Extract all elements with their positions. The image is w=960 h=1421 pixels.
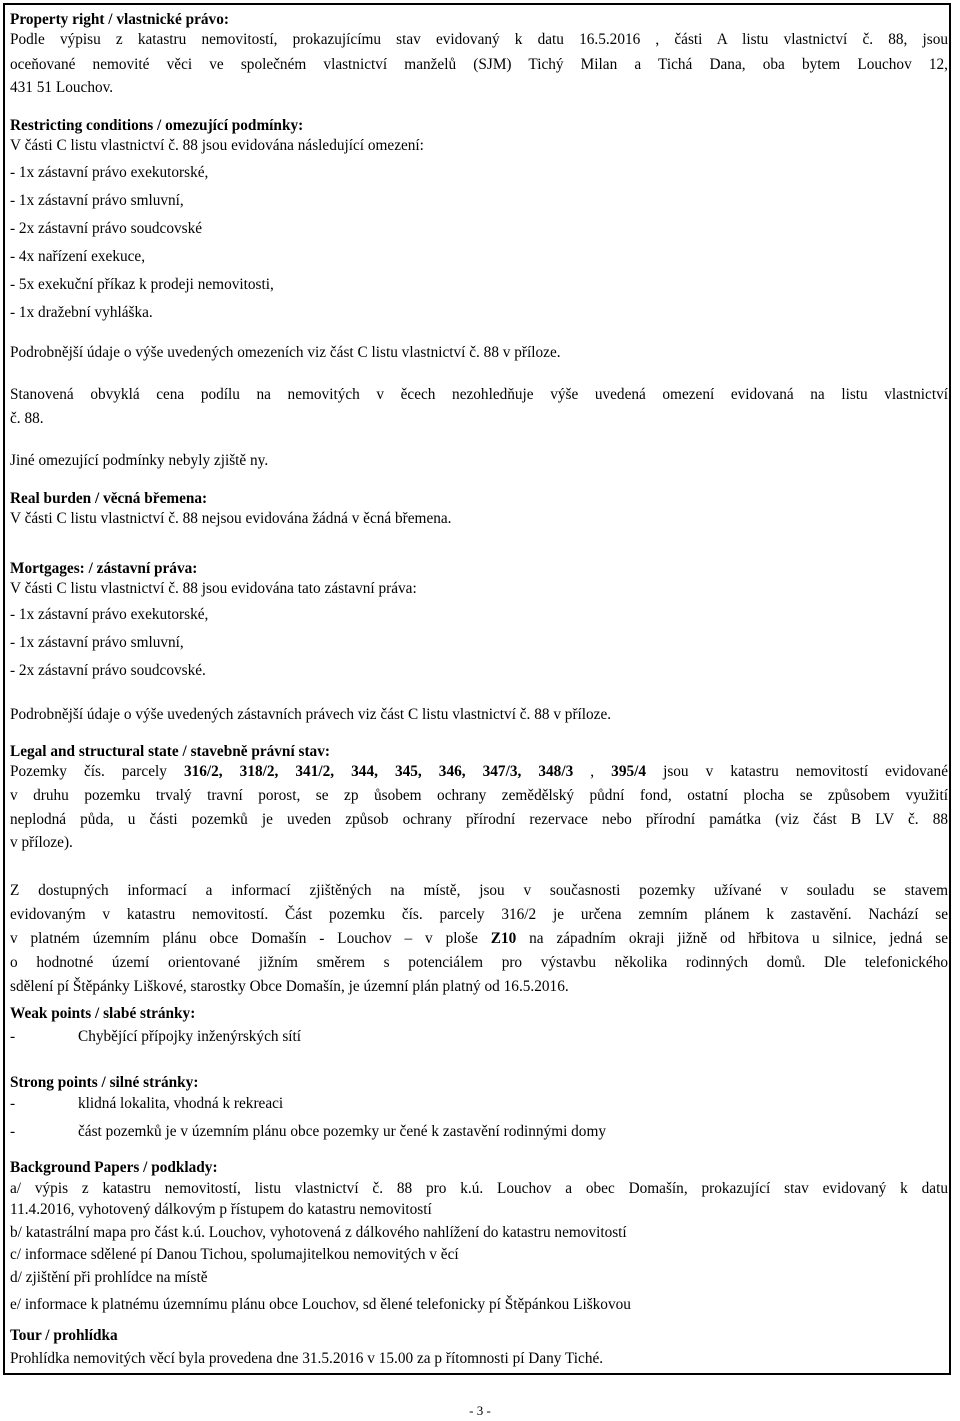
restricting-price-line: Stanovená obvyklá cena podílu na nemovitých v ěcech nezohledňuje výše uvedená omezení evidovaná na listu vlastnictví bbox=[10, 386, 948, 403]
property-line: 431 51 Louchov. bbox=[10, 79, 114, 96]
mortgages-item: - 1x zástavní právo exekutorské, bbox=[10, 606, 209, 623]
strong-item: klidná lokalita, vhodná k rekreaci bbox=[78, 1095, 284, 1112]
legal-zoning-line bbox=[10, 930, 948, 949]
legal-parcels-line bbox=[10, 763, 948, 782]
tour-text: Prohlídka nemovitých věcí byla provedena dne 31.5.2016 v 15.00 za p řítomnosti pí Dany Tiché. bbox=[10, 1350, 604, 1367]
legal-parcels-lead: Pozemky čís. parcely bbox=[10, 763, 184, 780]
bullet-dash-icon: - bbox=[10, 1095, 16, 1112]
weak-item: Chybějící přípojky inženýrských sítí bbox=[78, 1028, 302, 1045]
background-line: e/ informace k platnému územnímu plánu obce Louchov, sd ělené telefonicky pí Štěpánkou Liškovou bbox=[10, 1296, 631, 1313]
restricting-item: - 1x dražební vyhláška. bbox=[10, 304, 153, 321]
page-number: - 3 - bbox=[469, 1403, 491, 1418]
tour-heading: Tour / prohlídka bbox=[10, 1327, 118, 1344]
legal-parcel-number-last: 395/4 bbox=[611, 763, 647, 780]
property-heading: Property right / vlastnické právo: bbox=[10, 11, 229, 28]
property-line: Podle výpisu z katastru nemovitostí, prokazujícímu stav evidovaný k datu 16.5.2016 , části A listu vlastnictví č. 88, jsou bbox=[10, 31, 948, 48]
restricting-item: - 1x zástavní právo smluvní, bbox=[10, 192, 184, 209]
restricting-item: - 5x exekuční příkaz k prodeji nemovitosti, bbox=[10, 276, 274, 293]
background-line: b/ katastrální mapa pro část k.ú. Louchov, vyhotovená z dálkového nahlížení do katastru nemovitostí bbox=[10, 1224, 627, 1241]
legal-usage-line: Z dostupných informací a informací zjištěných na místě, jsou v současnosti pozemky užívané v souladu se stavem bbox=[10, 882, 948, 899]
legal-line: v druhu pozemku trvalý travní porost, se zp ůsobem ochrany zemědělský půdní fond, ostatní plocha se způsobem využití bbox=[10, 787, 948, 804]
legal-usage-line: evidovaným v katastru nemovitostí. Část pozemku čís. parcely 316/2 je určena zemním plánem k zastavění. Nachází se bbox=[10, 906, 948, 923]
mortgages-intro: V části C listu vlastnictví č. 88 jsou evidována tato zástavní práva: bbox=[10, 580, 417, 597]
mortgages-item: - 2x zástavní právo soudcovské. bbox=[10, 662, 206, 679]
restricting-heading: Restricting conditions / omezující podmínky: bbox=[10, 117, 304, 134]
property-line: oceňované nemovité věci ve společném vlastnictví manželů (SJM) Tichý Milan a Tichá Dana, oba bytem Louchov 12, bbox=[10, 56, 948, 73]
strong-heading: Strong points / silné stránky: bbox=[10, 1074, 199, 1091]
legal-line: v příloze). bbox=[10, 834, 73, 851]
legal-zoning-lead: v platném územním plánu obce Domašín - Louchov – v ploše bbox=[10, 930, 491, 947]
background-line: a/ výpis z katastru nemovitostí, listu vlastnictví č. 88 pro k.ú. Louchov a obec Domašín, prokazující stav evidovaný k datu bbox=[10, 1180, 948, 1197]
restricting-item: - 1x zástavní právo exekutorské, bbox=[10, 164, 209, 181]
background-line: d/ zjištění při prohlídce na místě bbox=[10, 1269, 208, 1286]
bullet-dash-icon: - bbox=[10, 1028, 16, 1045]
legal-parcels-tail: jsou v katastru nemovitostí evidované bbox=[646, 763, 948, 780]
legal-zoning-tail: na západním okraji jižně od hřbitova u silnice, jedná se bbox=[516, 930, 948, 947]
burden-heading: Real burden / věcná břemena: bbox=[10, 490, 208, 507]
legal-usage-line: sdělení pí Štěpánky Liškové, starostky Obce Domašín, je územní plán platný od 16.5.2016. bbox=[10, 978, 569, 995]
background-line: c/ informace sdělené pí Danou Tichou, spolumajitelkou nemovitých v ěcí bbox=[10, 1246, 459, 1263]
mortgages-heading: Mortgages: / zástavní práva: bbox=[10, 560, 198, 577]
background-heading: Background Papers / podklady: bbox=[10, 1159, 218, 1176]
restricting-price-line: č. 88. bbox=[10, 410, 44, 427]
legal-line: neplodná půda, u části pozemků je uveden způsob ochrany přírodní rezervace nebo přírodní památka (viz část B LV č. 88 bbox=[10, 811, 948, 828]
restricting-other: Jiné omezující podmínky nebyly zjiště ny. bbox=[10, 452, 269, 469]
mortgages-detail: Podrobnější údaje o výše uvedených zástavních právech viz část C listu vlastnictví č. 88 v příloze. bbox=[10, 706, 612, 723]
mortgages-item: - 1x zástavní právo smluvní, bbox=[10, 634, 184, 651]
weak-heading: Weak points / slabé stránky: bbox=[10, 1005, 196, 1022]
restricting-detail: Podrobnější údaje o výše uvedených omezeních viz část C listu vlastnictví č. 88 v příloze. bbox=[10, 344, 561, 361]
legal-heading: Legal and structural state / stavebně právní stav: bbox=[10, 743, 330, 760]
strong-item: část pozemků je v územním plánu obce pozemky ur čené k zastavění rodinnými domy bbox=[78, 1123, 607, 1140]
background-line: 11.4.2016, vyhotovený dálkovým p řístupem do katastru nemovitostí bbox=[10, 1201, 432, 1218]
legal-parcel-numbers: 316/2, 318/2, 341/2, 344, 345, 346, 347/3, 348/3 bbox=[183, 763, 574, 780]
restricting-intro: V části C listu vlastnictví č. 88 jsou evidována následující omezení: bbox=[10, 137, 424, 154]
restricting-item: - 4x nařízení exekuce, bbox=[10, 248, 146, 265]
burden-text: V části C listu vlastnictví č. 88 nejsou evidována žádná v ěcná břemena. bbox=[10, 510, 452, 527]
legal-parcels-separator: , bbox=[573, 763, 612, 780]
legal-zoning-area: Z10 bbox=[490, 930, 517, 947]
restricting-item: - 2x zástavní právo soudcovské bbox=[10, 220, 203, 237]
bullet-dash-icon: - bbox=[10, 1123, 16, 1140]
legal-usage-line: o hodnotné území orientované jižním směrem s potenciálem pro výstavbu několika rodinných domů. Dle telefonického bbox=[10, 954, 948, 971]
